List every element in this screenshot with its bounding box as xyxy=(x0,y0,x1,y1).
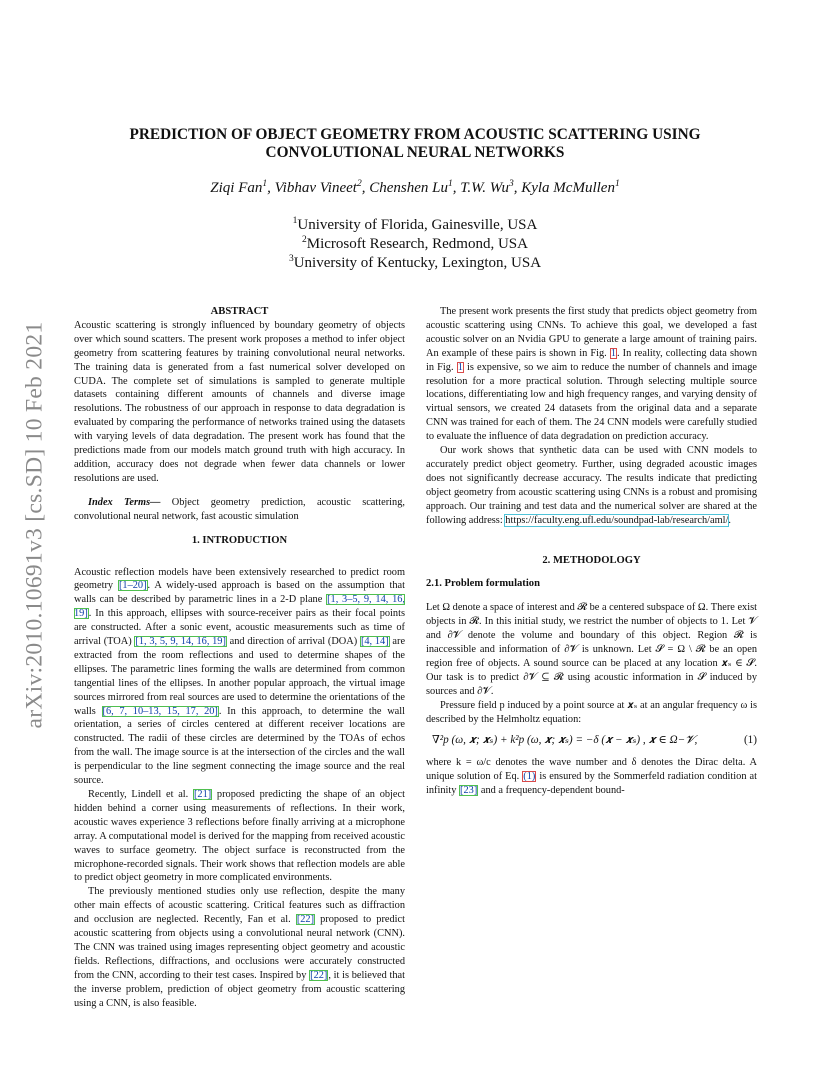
arxiv-identifier xyxy=(20,290,50,760)
index-terms-text: Object geometry prediction, acoustic scattering, convolutional neural network, fast acoustic simulation xyxy=(74,496,405,522)
author-name: T.W. Wu xyxy=(460,180,509,196)
method-paragraph-3: where k = ω/c denotes the wave number and δ denotes the Dirac delta. A unique solution of Eq. (1) is ensured by the Sommerfeld radiation condition at infinity [23] and a frequency-dependent bound- xyxy=(426,757,758,797)
intro-paragraph-5: Our work shows that synthetic data can be used with CNN models to accurately predict object geometry. Further, using degraded acoustic images does not significantly decrease accuracy. The results indicate that predicting object geometry from acoustic scattering using CNNs is a robust and promising approach. Our training and test data and the numerical solver are shared at the following address: https://faculty.eng.ufl.edu/soundpad-lab/research/aml/. xyxy=(426,445,757,526)
author-affiliation-mark: 1 xyxy=(447,179,453,189)
left-column xyxy=(74,305,405,1011)
section-1-heading: 1. INTRODUCTION xyxy=(191,534,288,546)
author-name: Vibhav Vineet xyxy=(274,180,357,196)
author-affiliation-mark: 1 xyxy=(262,179,268,189)
section-2-heading: 2. METHODOLOGY xyxy=(542,554,641,566)
equation-formula: ∇²p (ω, 𝒙; 𝒙ₛ) + k²p (ω, 𝒙; 𝒙ₛ) = −δ (𝒙 − 𝒙ₛ) , 𝒙 ∈ Ω−𝓥, xyxy=(432,734,698,747)
citation-link[interactable]: [1, 3, 5, 9, 14, 16, 19] xyxy=(135,636,226,648)
paper-title: PREDICTION OF OBJECT GEOMETRY FROM ACOUSTIC SCATTERING USING CONVOLUTIONAL NEURAL NETWORKS xyxy=(129,126,701,161)
affiliation-number: 3 xyxy=(288,254,294,264)
affiliation-list xyxy=(90,216,740,273)
author-affiliation-mark: 2 xyxy=(356,179,362,189)
helmholtz-equation xyxy=(426,734,757,748)
affiliation xyxy=(90,235,740,254)
affiliation xyxy=(90,216,740,235)
abstract-heading: ABSTRACT xyxy=(210,306,269,317)
cross-reference-link[interactable]: (1) xyxy=(523,771,536,783)
citation-link[interactable]: [1–20] xyxy=(118,580,147,592)
intro-paragraph-3: The previously mentioned studies only use reflection, despite the many other main effects of acoustic scattering. Critical features such as diffraction and occlusion are neglected. Recently, Fan et al. [22] proposed to predict acoustic scattering from objects using a convolutional neural network (CNN). The CNN was trained using images representing object geometry and acoustic fields. Reflections, diffractions, and occlusions were accurately constructed from the CNN, according to their test cases. Inspired by [22], it is believed that the inverse problem, prediction of object geometry from acoustic scattering using a CNN, is also feasible. xyxy=(74,886,406,1009)
author-name: Chenshen Lu xyxy=(369,180,448,196)
index-terms-label: Index Terms— xyxy=(88,496,161,508)
method-paragraph-2: Pressure field p induced by a point source at 𝒙ₛ at an angular frequency ω is described by the Helmholtz equation: xyxy=(426,699,757,725)
author-affiliation-mark: 3 xyxy=(508,179,514,189)
affiliation-text: University of Florida, Gainesville, USA xyxy=(297,217,538,233)
abstract-text: Acoustic scattering is strongly influenced by boundary geometry of objects over which sound scatters. The present work proposes a method to infer object geometry from scattering features by training convolutional neural networks. The training data is generated from a fast numerical solver developed on CUDA. The complete set of simulations is sampled to generate multiple datasets containing different amounts of channels and diverse image resolutions. The robustness of our approach in response to data degradation is evaluated by comparing the performance of networks trained using the datasets with varying levels of data degradation. The present work has found that the predictions made from our models match ground truth with high accuracy. In addition, accuracy does not degrade when fewer data channels or lower resolutions are used. xyxy=(74,319,405,484)
intro-paragraph-1: Acoustic reflection models have been extensively researched to predict room geometry [1–20]. A widely-used approach is based on the assumption that walls can be described by parametric lines in a 2-D plane [1, 3–5, 9, 14, 16, 19]. In this approach, ellipses with source-receiver pairs as their focal points are constructed. After a sonic event, acoustic measurements such as time of arrival (TOA) [1, 3, 5, 9, 14, 16, 19] and direction of arrival (DOA) [4, 14] are extracted from the room reflections and used to determine shapes of the ellipses. The parametric lines forming the walls are determined from common tangential lines of the ellipses. In another popular approach, the virtual image sources mirrored from real sources are used to determine the orientations of the walls [6, 7, 10–13, 15, 17, 20]. In this approach, to determine the wall orientation, a series of circles centered at different receiver locations are constructed. The radii of these circles are determined by the TOAs of echos from the wall. The image source is at the intersection of the circles and the wall is perpendicular to the line segment connecting the image source and the real source. xyxy=(74,566,406,787)
affiliation-text: University of Kentucky, Lexington, USA xyxy=(293,255,542,271)
affiliation-number: 1 xyxy=(292,216,298,226)
affiliation-text: Microsoft Research, Redmond, USA xyxy=(306,236,528,252)
citation-link[interactable]: [1, 3–5, 9, 14, 16, 19] xyxy=(74,594,406,620)
author-name: Kyla McMullen xyxy=(521,180,615,196)
url-link[interactable]: https://faculty.eng.ufl.edu/soundpad-lab/research/aml/ xyxy=(505,514,729,526)
citation-link[interactable]: [23] xyxy=(460,785,478,797)
citation-link[interactable]: [6, 7, 10–13, 15, 17, 20] xyxy=(102,705,218,717)
affiliation xyxy=(90,254,740,273)
cross-reference-link[interactable]: 1 xyxy=(610,347,616,359)
method-paragraph-1: Let Ω denote a space of interest and 𝓡 be a centered subspace of Ω. There exist objects in 𝓡. In this initial study, we restrict the number of objects to 1. Let 𝓥 and ∂𝓥 denote the volume and boundary of this object. Region 𝓡 is inaccessible and information of ∂𝓥 is unknown. Let 𝓢 = Ω \ 𝓡 be an open region free of objects. A sound source can be placed at any location 𝒙ₛ ∈ 𝓢. Our task is to predict ∂𝓥 ⊆ 𝓡 using acoustic information in 𝓢 induced by sources and ∂𝓥. xyxy=(426,602,757,697)
citation-link[interactable]: [21] xyxy=(193,789,212,800)
author-list: Ziqi Fan$^1$, Vibhav Vineet$^2$, Chenshen Lu$^1$, T.W. Wu$^3$, Kyla McMullen$^1$ xyxy=(210,179,620,196)
author-affiliation-mark: 1 xyxy=(614,179,620,189)
citation-link[interactable]: [4, 14] xyxy=(360,636,389,648)
citation-link[interactable]: [22] xyxy=(296,914,315,926)
cross-reference-link[interactable]: 1 xyxy=(457,361,463,373)
index-terms xyxy=(74,496,405,524)
citation-link[interactable]: [22] xyxy=(310,969,328,981)
subsection-2-1-heading: 2.1. Problem formulation xyxy=(426,578,540,590)
affiliation-number: 2 xyxy=(302,235,307,245)
intro-paragraph-2: Recently, Lindell et al. [21] proposed predicting the shape of an object hidden behind a corner using measurements of reflections. In their work, acoustic waves experience 3 reflections before finally arriving at a microphone array. A computational model is derived for the mapping from received acoustic waves to surface geometry. The object surface is reconstructed from the microphone-recorded signals. Their work shows that reflection models are able to predict object geometry in more complicated environments. xyxy=(74,789,405,884)
right-column xyxy=(426,305,757,798)
arxiv-identifier-text: arXiv:2010.10691v3 [cs.SD] 10 Feb 2021 xyxy=(21,321,48,729)
intro-paragraph-4: The present work presents the first study that predicts object geometry from acoustic scattering using CNNs. To achieve this goal, we developed a fast acoustic solver on an Nvidia GPU to generate a large amount of training pairs. An example of these pairs is shown in Fig. 1. In reality, collecting data shown in Fig. 1 is expensive, so we aim to reduce the number of channels and image resolution for a more practical solution. Through selecting multiple source locations, differentiating low and high frequency ranges, and varying density of virtual sensors, we created 24 datasets from the original data and a separate CNN was trained for each of them. The 24 CNN models were carefully studied to evaluate the influence of data degradation on prediction accuracy. xyxy=(426,306,757,443)
equation-number: (1) xyxy=(743,734,757,747)
author-name: Ziqi Fan xyxy=(210,180,263,196)
